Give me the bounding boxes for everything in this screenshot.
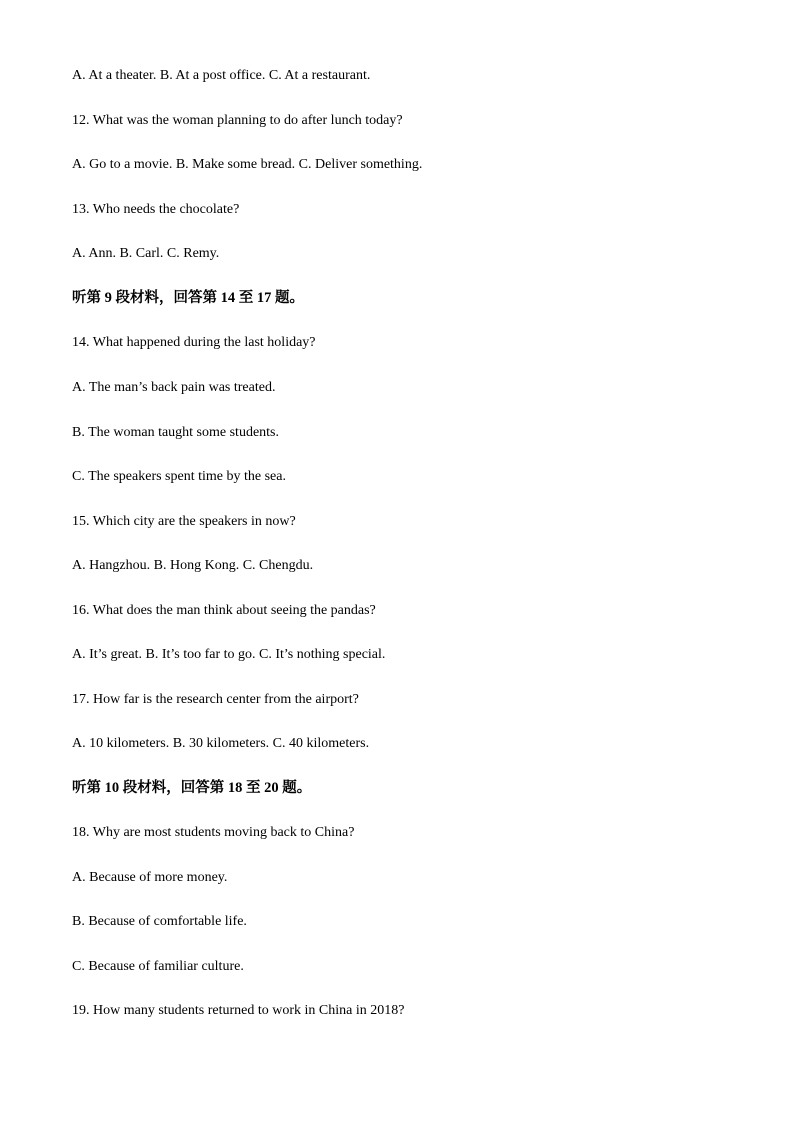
question-13: 13. Who needs the chocolate?	[72, 202, 240, 217]
answer-options-q11: A. At a theater. B. At a post office. C. At a restaurant.	[72, 68, 371, 83]
answer-options-q16: A. It’s great. B. It’s too far to go. C. It’s nothing special.	[72, 647, 386, 662]
question-12: 12. What was the woman planning to do after lunch today?	[72, 113, 403, 128]
question-15: 15. Which city are the speakers in now?	[72, 514, 296, 529]
section-heading-passage-9: 听第 9 段材料，回答第 14 至 17 题。	[72, 290, 304, 306]
answer-options-q17: A. 10 kilometers. B. 30 kilometers. C. 40 kilometers.	[72, 736, 370, 751]
answer-option-q14-c: C. The speakers spent time by the sea.	[72, 469, 286, 484]
question-17: 17. How far is the research center from the airport?	[72, 692, 359, 707]
answer-option-q14-a: A. The man’s back pain was treated.	[72, 380, 276, 395]
answer-option-q18-c: C. Because of familiar culture.	[72, 959, 244, 974]
question-14: 14. What happened during the last holiday?	[72, 335, 316, 350]
question-16: 16. What does the man think about seeing the pandas?	[72, 603, 376, 618]
answer-options-q13: A. Ann. B. Carl. C. Remy.	[72, 246, 220, 261]
answer-option-q14-b: B. The woman taught some students.	[72, 425, 279, 440]
section-heading-passage-10: 听第 10 段材料，回答第 18 至 20 题。	[72, 780, 312, 796]
answer-options-q15: A. Hangzhou. B. Hong Kong. C. Chengdu.	[72, 558, 314, 573]
question-18: 18. Why are most students moving back to China?	[72, 825, 355, 840]
answer-option-q18-a: A. Because of more money.	[72, 870, 228, 885]
question-19: 19. How many students returned to work in China in 2018?	[72, 1003, 405, 1018]
answer-option-q18-b: B. Because of comfortable life.	[72, 914, 247, 929]
answer-options-q12: A. Go to a movie. B. Make some bread. C. Deliver something.	[72, 157, 423, 172]
